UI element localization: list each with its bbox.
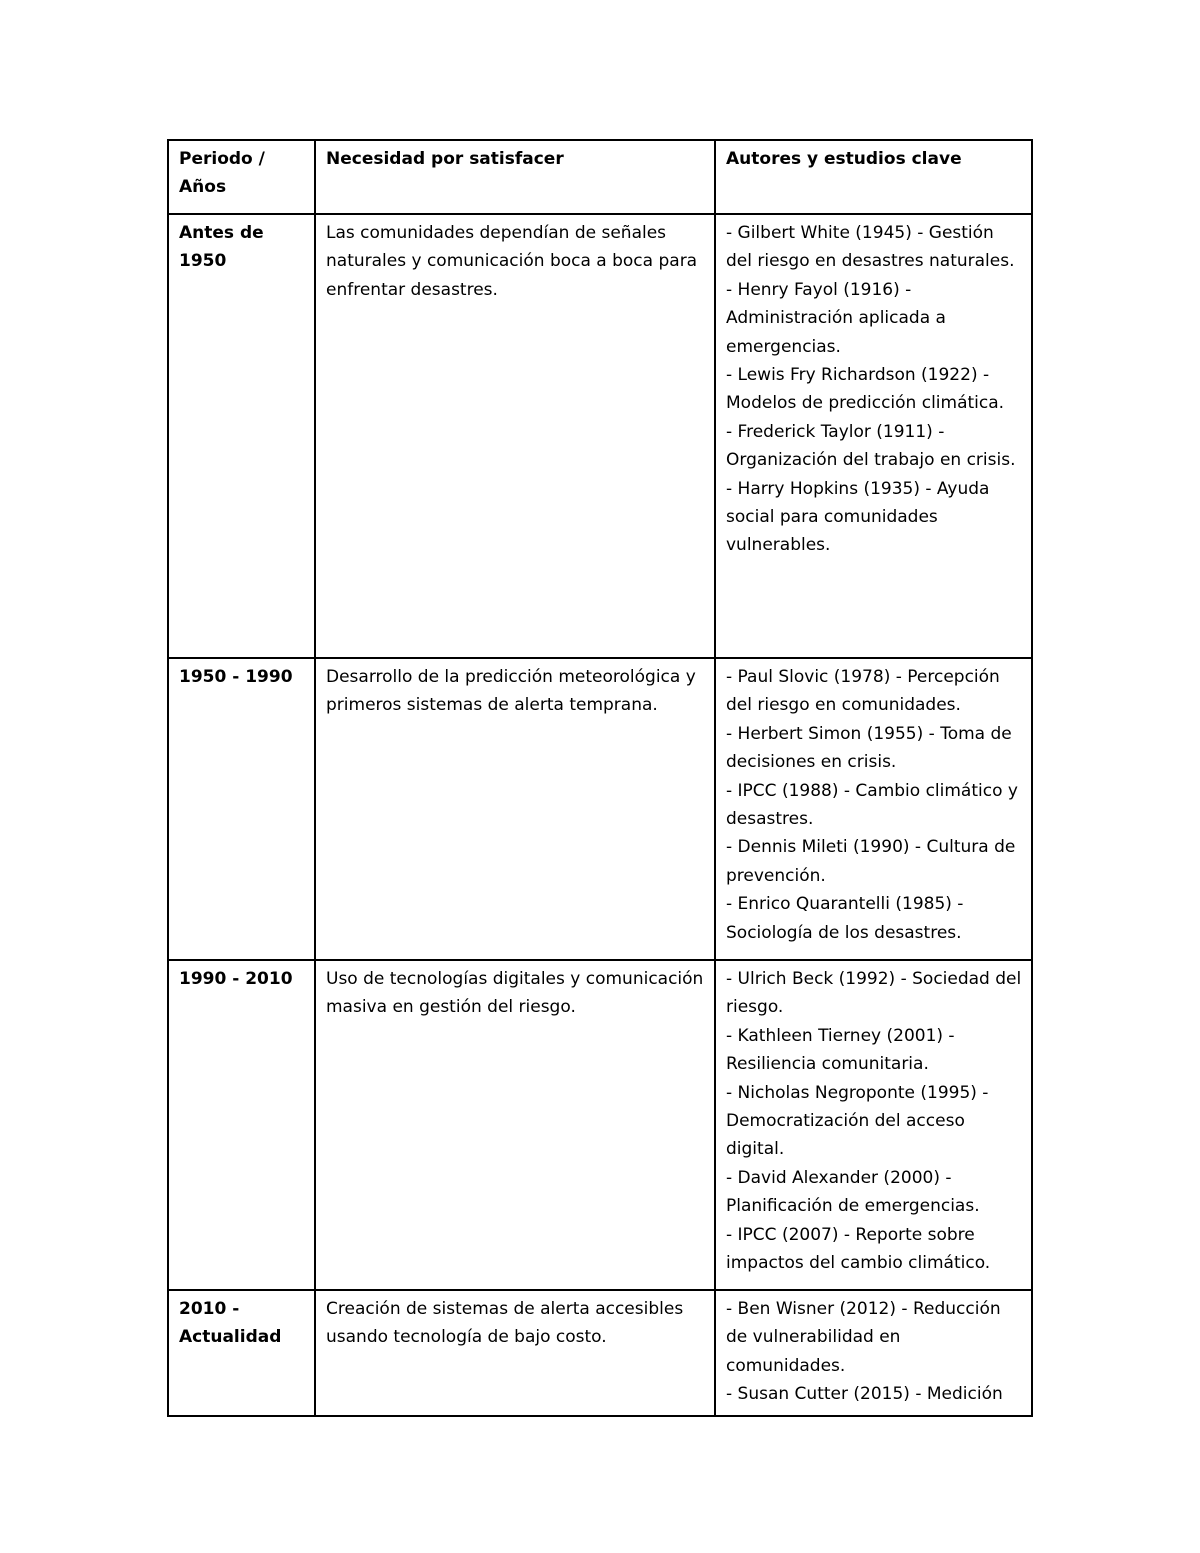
author-entry: - Harry Hopkins (1935) - Ayuda social para comunidades vulnerables. [726,478,990,556]
history-table [167,139,1033,1417]
author-entry: - Gilbert White (1945) - Gestión del riesgo en desastres naturales. [726,223,1015,272]
table-header-row [168,140,1032,214]
author-entry: - Dennis Mileti (1990) - Cultura de prevención. [726,837,1016,886]
header-period: Periodo / Años [168,140,315,214]
period-cell: 2010 - Actualidad [168,1290,315,1416]
authors-cell [715,960,1032,1290]
period-cell: 1990 - 2010 [168,960,315,1290]
author-entry: - Herbert Simon (1955) - Toma de decisiones en crisis. [726,723,1012,773]
table-row [168,214,1032,658]
author-entry: - David Alexander (2000) - Planificación de emergencias. [726,1167,980,1217]
author-entry: - IPCC (1988) - Cambio climático y desastres. [726,780,1018,830]
author-entry: - Enrico Quarantelli (1985) - Sociología de los desastres. [726,894,964,943]
author-entry: - Kathleen Tierney (2001) - Resiliencia comunitaria. [726,1025,955,1075]
authors-cell [715,214,1032,658]
author-entry: - IPCC (2007) - Reporte sobre impactos del cambio climático. [726,1224,991,1274]
authors-cell [715,1290,1032,1416]
author-entry: - Lewis Fry Richardson (1922) - Modelos de predicción climática. [726,365,1005,414]
author-entry: - Frederick Taylor (1911) - Organización del trabajo en crisis. [726,421,1016,471]
period-cell: Antes de 1950 [168,214,315,658]
author-entry: - Susan Cutter (2015) - Medición [726,1384,1003,1405]
table-row [168,1290,1032,1416]
author-entry: - Henry Fayol (1916) - Administración aplicada a emergencias. [726,279,946,357]
table-row [168,960,1032,1290]
author-entry: - Nicholas Negroponte (1995) - Democratización del acceso digital. [726,1082,989,1160]
header-authors: Autores y estudios clave [715,140,1032,214]
table-row [168,658,1032,960]
need-cell: Creación de sistemas de alerta accesibles usando tecnología de bajo costo. [315,1290,715,1416]
need-cell: Desarrollo de la predicción meteorológica y primeros sistemas de alerta temprana. [315,658,715,960]
need-cell: Las comunidades dependían de señales naturales y comunicación boca a boca para enfrentar desastres. [315,214,715,658]
author-entry: - Ben Wisner (2012) - Reducción de vulnerabilidad en comunidades. [726,1299,1001,1376]
authors-cell [715,658,1032,960]
period-cell: 1950 - 1990 [168,658,315,960]
header-need: Necesidad por satisfacer [315,140,715,214]
author-entry: - Paul Slovic (1978) - Percepción del riesgo en comunidades. [726,667,1000,716]
need-cell: Uso de tecnologías digitales y comunicación masiva en gestión del riesgo. [315,960,715,1290]
author-entry: - Ulrich Beck (1992) - Sociedad del riesgo. [726,969,1022,1018]
